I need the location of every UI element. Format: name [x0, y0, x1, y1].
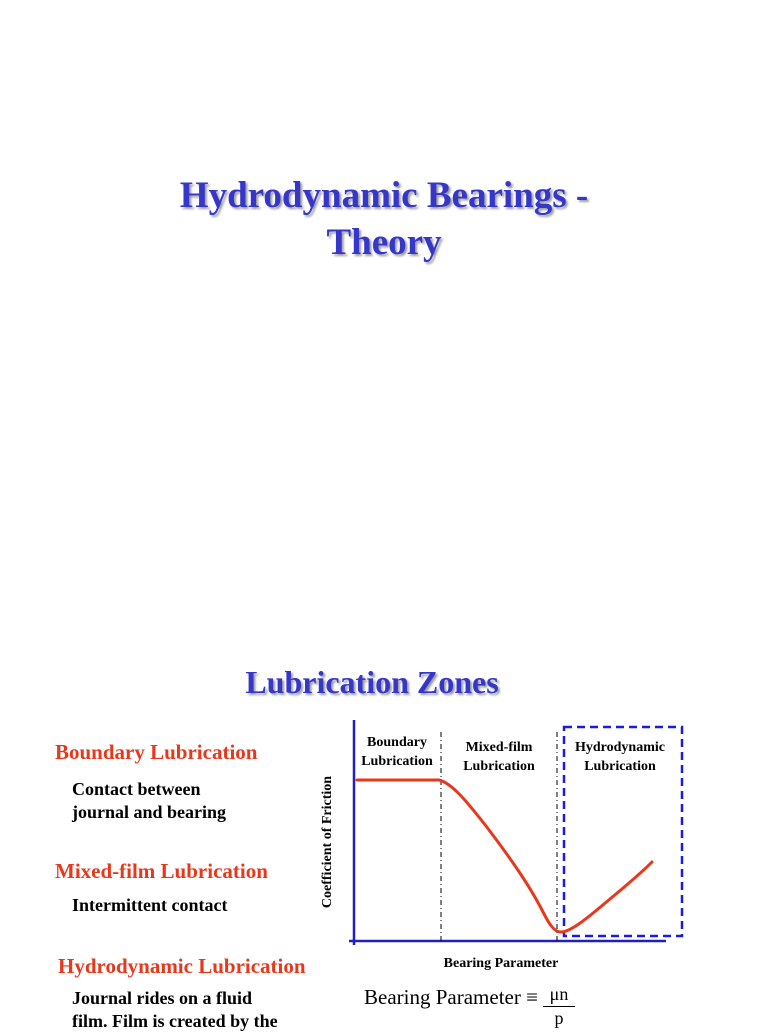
description-line: Intermittent contact — [72, 895, 228, 915]
description-line: Journal rides on a fluid — [72, 988, 253, 1008]
hydrodynamic-lubrication-heading: Hydrodynamic Lubrication — [58, 954, 306, 978]
slide-title-line-1: Hydrodynamic Bearings - — [179, 175, 589, 216]
formula-denominator: p — [554, 1008, 564, 1028]
zone-label: Lubrication — [463, 759, 535, 774]
description-line: journal and bearing — [72, 802, 227, 822]
slide-title-line-2: Theory — [326, 222, 442, 263]
description-line: film. Film is created by the — [72, 1011, 278, 1031]
x-axis-label: Bearing Parameter — [443, 956, 559, 971]
formula-numerator: μn — [543, 982, 575, 1007]
description-line: Contact between — [72, 779, 201, 799]
friction-curve — [357, 780, 652, 932]
zone-label: Boundary — [367, 735, 427, 750]
section-title: Lubrication Zones — [245, 664, 499, 700]
zone-label: Lubrication — [584, 759, 656, 774]
mixed-film-lubrication-heading: Mixed-film Lubrication — [55, 859, 268, 883]
zone-label: Mixed-film — [465, 740, 533, 755]
bearing-parameter-formula: Bearing Parameter ≡ — [364, 985, 538, 1009]
formula-fraction — [543, 982, 575, 1029]
boundary-lubrication-heading: Boundary Lubrication — [55, 740, 258, 764]
y-axis-label: Coefficient of Friction — [320, 775, 335, 909]
zone-label: Lubrication — [361, 754, 433, 769]
zone-label: Hydrodynamic — [575, 740, 665, 755]
